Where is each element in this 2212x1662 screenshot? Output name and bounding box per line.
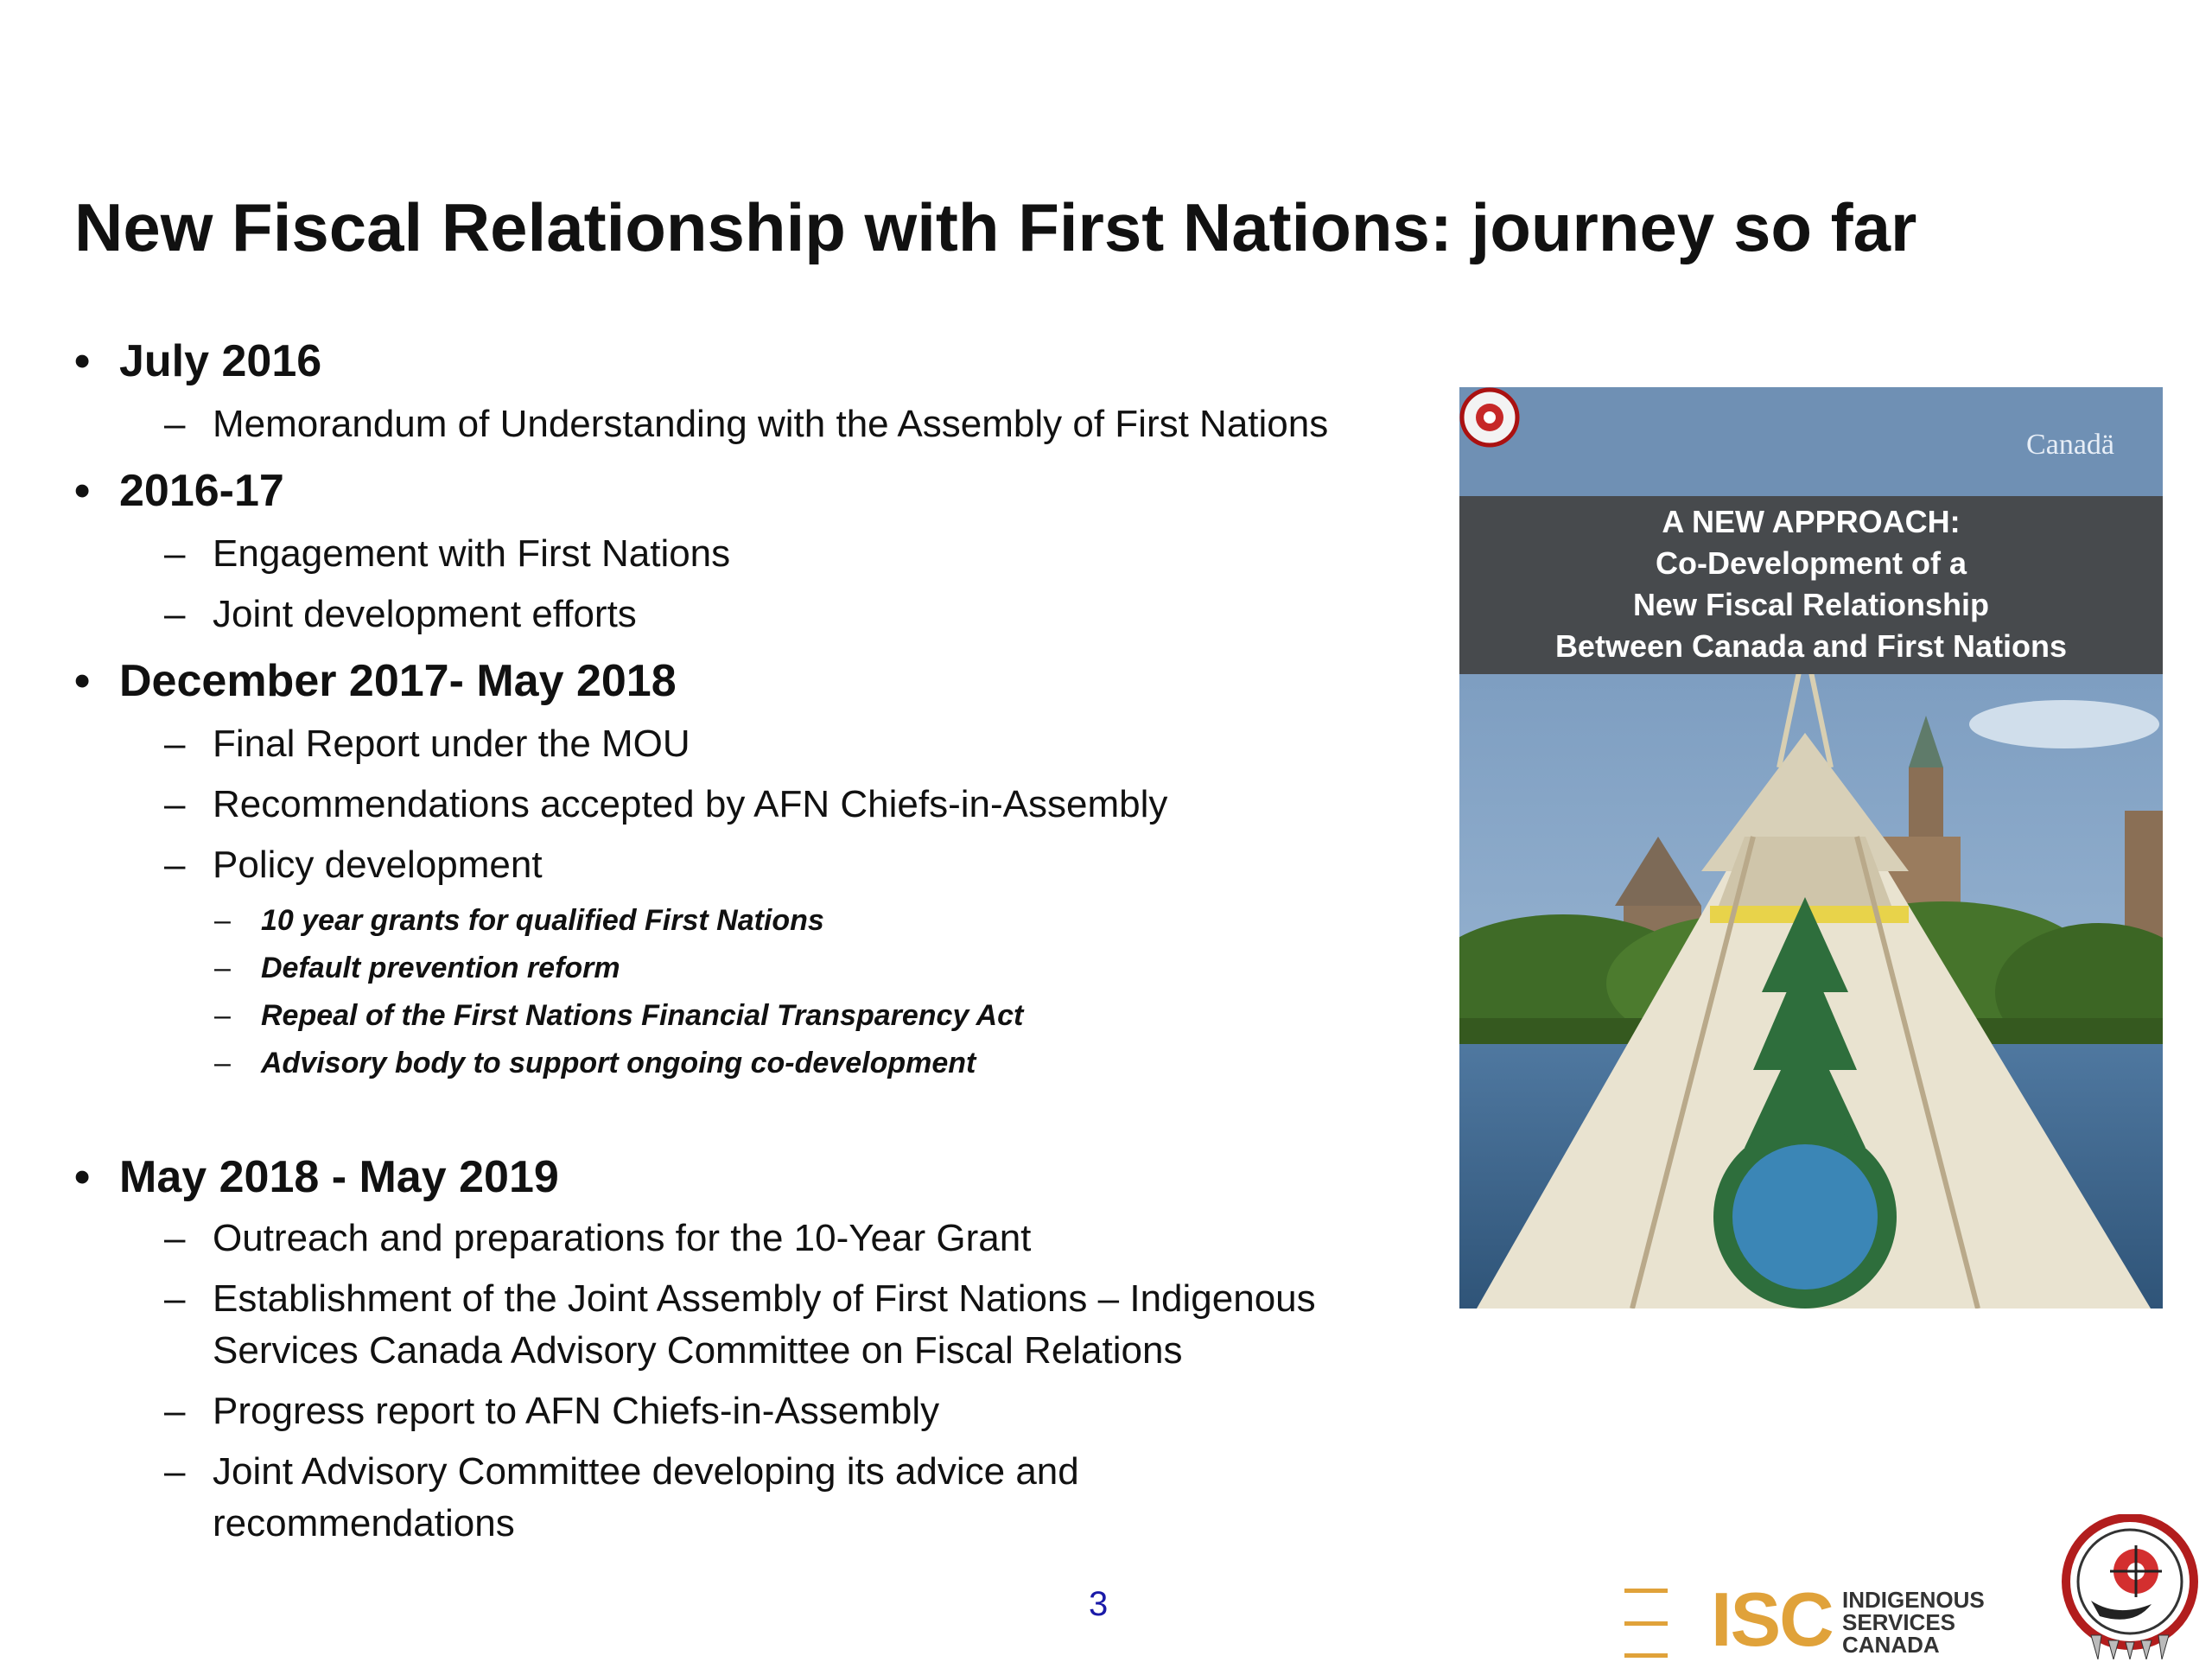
bullet-item: – Outreach and preparations for the 10-Year Grant: [164, 1217, 1032, 1259]
cover-title-line: A NEW APPROACH:: [1662, 504, 1961, 539]
isc-bars-icon: [1624, 1589, 1668, 1658]
isc-name: INDIGENOUS SERVICES CANADA: [1842, 1587, 1985, 1658]
cover-title-line: Between Canada and First Nations: [1554, 628, 2068, 664]
bullet-heading: • July 2016: [74, 336, 322, 386]
sub-bullet-item: – Repeal of the First Nations Financial Transparency Act: [214, 999, 1024, 1032]
slide-title: New Fiscal Relationship with First Nations: journey so far: [74, 189, 1917, 265]
isc-logo: [1624, 1576, 1987, 1662]
bullet-item: – Recommendations accepted by AFN Chiefs-in-Assembly: [164, 783, 1168, 825]
cover-title-line: New Fiscal Relationship: [1632, 587, 1990, 622]
bullet-heading: • 2016-17: [74, 466, 284, 516]
isc-acronym: ISC: [1711, 1576, 1833, 1662]
sub-bullet-item: – 10 year grants for qualified First Nations: [214, 904, 824, 937]
bullet-item: – Joint development efforts: [164, 593, 637, 635]
bullet-item: – Joint Advisory Committee developing its advice and: [164, 1450, 1079, 1493]
bullet-heading: • May 2018 - May 2019: [74, 1152, 559, 1202]
page-number: 3: [1089, 1585, 1109, 1623]
bullet-item: – Final Report under the MOU: [164, 723, 690, 765]
cover-title-line: Co-Development of a: [1655, 545, 1967, 581]
bullet-item: – Policy development: [164, 844, 543, 886]
bullet-item: – Memorandum of Understanding with the Assembly of First Nations: [164, 403, 1329, 445]
cover-title-band: [1459, 496, 2163, 674]
report-cover-image: [1459, 387, 2163, 1309]
bullet-heading: • December 2017- May 2018: [74, 656, 677, 706]
bullet-item: – Engagement with First Nations: [164, 532, 731, 575]
afn-seal-icon: [2056, 1514, 2203, 1659]
canada-wordmark: Canadä: [2026, 429, 2114, 461]
bullet-item: – Progress report to AFN Chiefs-in-Assembly: [164, 1390, 940, 1432]
sub-bullet-item: – Default prevention reform: [214, 952, 620, 984]
afn-seal-icon: [1459, 387, 1520, 448]
bullet-item-continuation: recommendations: [213, 1502, 515, 1544]
sub-bullet-item: – Advisory body to support ongoing co-development: [214, 1047, 976, 1079]
bullet-item: – Establishment of the Joint Assembly of First Nations – Indigenous: [164, 1277, 1316, 1320]
bullet-item-continuation: Services Canada Advisory Committee on Fiscal Relations: [213, 1329, 1183, 1372]
